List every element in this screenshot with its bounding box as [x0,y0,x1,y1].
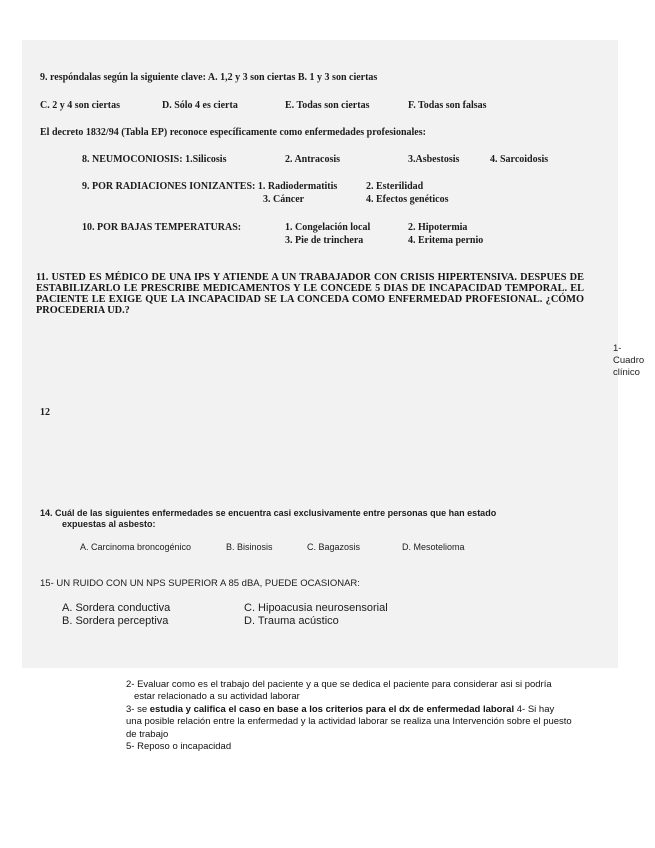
q9-item8-label: 8. NEUMOCONIOSIS: 1.Silicosis [82,154,227,165]
side-note-line3: clínico [613,367,640,378]
q14-line1: 14. Cuál de las siguientes enfermedades se encuentra casi exclusivamente entre personas que han estado [40,508,497,518]
q15-option-d: D. Trauma acústico [244,615,339,627]
q9-item8-opt4: 4. Sarcoidosis [490,154,549,165]
side-note-line1: 1- [613,343,622,354]
note-3-prefix: 3- se [126,703,150,715]
q15-option-c: C. Hipoacusia neurosensorial [244,602,388,614]
q12-number: 12 [40,407,50,418]
q9-key-d: D. Sólo 4 es cierta [162,100,238,111]
q14-option-b: B. Bisinosis [226,542,273,552]
q9-item8-opt3: 3.Asbestosis [408,154,460,165]
q14-option-c: C. Bagazosis [307,542,361,552]
q14-option-d: D. Mesotelioma [402,542,465,552]
q9-item9-opt3: 3. Cáncer [263,194,305,205]
note-2-line2: estar relacionado a su actividad laborar [134,691,300,703]
note-4-start: 4- Si hay [514,703,555,715]
q9-key-c: C. 2 y 4 son ciertas [40,100,120,111]
q15-option-b: B. Sordera perceptiva [62,615,169,627]
q14-option-a: A. Carcinoma broncogénico [80,542,192,552]
q14-line2: expuestas al asbesto: [62,519,156,529]
note-3-bold: estudia y califica el caso en base a los criterios para el dx de enfermedad laboral [149,703,515,715]
q9-key-e: E. Todas son ciertas [285,100,370,111]
note-3 [126,704,586,716]
q9-item10-opt2: 2. Hipotermia [408,222,468,233]
side-note-line2: Cuadro [613,355,645,366]
q9-item9-opt4: 4. Efectos genéticos [366,194,449,205]
note-2-line1: 2- Evaluar como es el trabajo del paciente y a que se dedica el paciente para considerar asi si podría [126,679,552,690]
q9-decree: El decreto 1832/94 (Tabla EP) reconoce específicamente como enfermedades profesionales: [40,127,426,138]
q9-key-f: F. Todas son falsas [408,100,487,111]
q9-item10-opt3: 3. Pie de trinchera [285,235,364,246]
note-4-line1: una posible relación entre la enfermedad y la actividad laborar se realiza una Intervención sobre el puesto [126,716,572,728]
note-4-line2: de trabajo [126,728,169,740]
q15-option-a: A. Sordera conductiva [62,602,171,614]
q15-title: 15- UN RUIDO CON UN NPS SUPERIOR A 85 dBA, PUEDE OCASIONAR: [40,578,360,589]
q9-item10-label: 10. POR BAJAS TEMPERATURAS: [82,222,242,233]
q9-item9-opt2: 2. Esterilidad [366,181,424,192]
q9-item9-label: 9. POR RADIACIONES IONIZANTES: 1. Radiodermatitis [82,181,338,192]
q9-item8-opt2: 2. Antracosis [285,154,340,165]
side-note [613,343,644,379]
q9-line1: 9. respóndalas según la siguiente clave: A. 1,2 y 3 son ciertas B. 1 y 3 son ciertas [40,72,378,83]
q11-text: 11. USTED ES MÉDICO DE UNA IPS Y ATIENDE A UN TRABAJADOR CON CRISIS HIPERTENSIVA. DESPUES DE ESTABILIZARLO LE PRESCRIBE MEDICAMENTOS Y LE CONCEDE 5 DIAS DE INCAPACIDAD TEMPORAL. EL PACIENTE LE EXIGE QUE LA INCAPACIDAD SE LA CONCEDA COMO ENFERMEDAD PROFESIONAL. ¿CÓMO PROCEDERIA UD.? [36,272,584,316]
answer-notes [126,679,586,753]
q9-item10-opt4: 4. Eritema pernio [408,235,484,246]
note-5: 5- Reposo o incapacidad [126,741,232,753]
q9-item10-opt1: 1. Congelación local [285,222,371,233]
